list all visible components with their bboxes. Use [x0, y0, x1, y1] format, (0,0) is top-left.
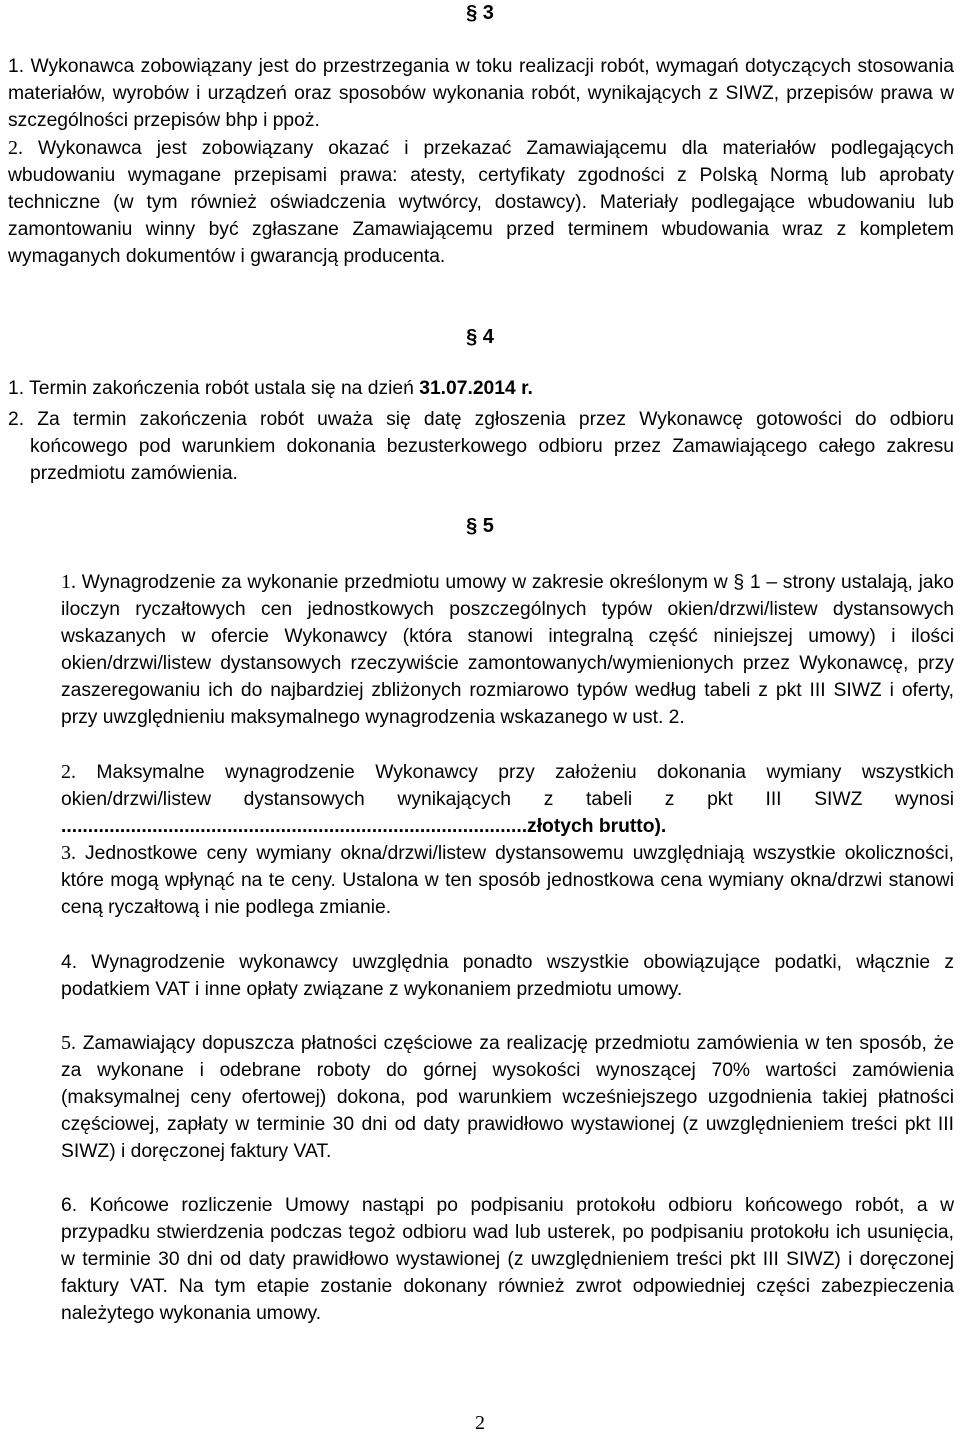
maximum-remuneration-amount: .......................................................................................złotych brutto).: [61, 816, 667, 838]
section-3-paragraph-1: [8, 54, 954, 135]
section-5-paragraph-1: [61, 569, 954, 732]
section-5-paragraph-2: [61, 759, 954, 840]
section-5-paragraph-5: [61, 1030, 954, 1165]
section-5-paragraph-4-text: 4. Wynagrodzenie wykonawcy uwzględnia ponadto wszystkie obowiązujące podatki, włącznie z podatkiem VAT i inne opłaty związane z wykonaniem przedmiotu umowy.: [61, 952, 954, 1001]
section-5-paragraph-4: [61, 949, 954, 1003]
section-4-heading: § 4: [466, 326, 494, 348]
section-3-paragraph-2-number: 2.: [8, 137, 23, 159]
section-3-paragraph-2: [8, 135, 954, 271]
section-5-heading: § 5: [466, 515, 494, 537]
section-4-paragraph-1: [8, 376, 954, 403]
section-5-paragraph-5-number: 5.: [61, 1032, 76, 1054]
section-5-paragraph-3: [61, 840, 954, 921]
section-3-paragraph-1-text: 1. Wykonawca zobowiązany jest do przestrzegania w toku realizacji robót, wymagań dotyczących stosowania materiałów, wyrobów i urządzeń oraz sposobów wykonania robót, wynikających z SIWZ, przepisów prawa w szczególności przepisów bhp i ppoż.: [8, 56, 954, 131]
page-number: 2: [475, 1412, 485, 1434]
section-4-paragraph-2-text: Za termin zakończenia robót uważa się datę zgłoszenia przez Wykonawcę gotowości do odbioru końcowego pod warunkiem dokonania bezusterkowego odbioru przez Zamawiającego całego zakresu przedmiotu zamówienia.: [24, 409, 954, 484]
completion-date: 31.07.2014 r.: [419, 378, 533, 399]
section-3-paragraph-2-text: Wykonawca jest zobowiązany okazać i przekazać Zamawiającemu dla materiałów podlegających wbudowaniu wymagane przepisami prawa: atesty, certyfikaty zgodności z Polską Normą lub aprobaty techniczne (w tym również oświadczenia wytwórcy, dostawcy). Materiały podlegające wbudowaniu lub zamontowaniu winny być zgłaszane Zamawiającemu przed terminem wbudowania wraz z kompletem wymaganych dokumentów i gwarancją producenta.: [8, 138, 954, 267]
section-4-paragraph-2-number: 2.: [8, 409, 25, 430]
section-5-paragraph-6-text: 6. Końcowe rozliczenie Umowy nastąpi po podpisaniu protokołu odbioru końcowego robót, a w przypadku stwierdzenia podczas tegoż odbioru wad lub usterek, po podpisaniu protokołu ich usunięcia, w terminie 30 dni od daty prawidłowo wystawionej (z uwzględnieniem treści pkt III SIWZ) i doręczonej faktury VAT. Na tym etapie zostanie dokonany również zwrot odpowiedniej części zabezpieczenia należytego wykonania umowy.: [61, 1195, 954, 1325]
section-5-paragraph-5-text: Zamawiający dopuszcza płatności częściowe za realizację przedmiotu zamówienia w ten sposób, że za wykonane i odebrane roboty do górnej wysokości wynoszącej 70% wartości zamówienia (maksymalnej ceny ofertowej) dokona, pod warunkiem wcześniejszego uzgodnienia takiej płatności częściowej, zapłaty w terminie 30 dni od daty prawidłowo wystawionej (z uwzględnieniem treści pkt III SIWZ) i doręczonej faktury VAT.: [61, 1033, 954, 1163]
section-4-paragraph-1-text: 1. Termin zakończenia robót ustala się na dzień: [8, 378, 420, 399]
section-5-paragraph-3-text: Jednostkowe ceny wymiany okna/drzwi/listew dystansowemu uwzględniają wszystkie okoliczności, które mogą wpłynąć na te ceny. Ustalona w ten sposób jednostkowa cena wymiany okna/drzwi stanowi ceną ryczałtową i nie podlega zmianie.: [61, 843, 954, 919]
section-5-paragraph-1-number: 1.: [61, 571, 76, 593]
section-5-paragraph-1-text: Wynagrodzenie za wykonanie przedmiotu umowy w zakresie określonym w § 1 – strony ustalają, jako iloczyn ryczałtowych cen jednostkowych poszczególnych typów okien/drzwi/listew dystansowych wskazanych w ofercie Wykonawcy (która stanowi integralną część niniejszej umowy) i ilości okien/drzwi/listew dystansowych rzeczywiście zamontowanych/wymienionych przez Wykonawcę, przy zaszeregowaniu ich do najbardziej zbliżonych rozmiarowo typów według tabeli z pkt III SIWZ i oferty, przy uwzględnieniu maksymalnego wynagrodzenia wskazanego w ust. 2.: [61, 572, 954, 729]
section-4-paragraph-2: [8, 407, 954, 488]
section-5-paragraph-3-number: 3.: [61, 842, 76, 864]
section-3-heading: § 3: [466, 2, 494, 24]
section-5-paragraph-2-number: 2.: [61, 761, 76, 783]
section-5-paragraph-6: [61, 1192, 954, 1327]
section-5-paragraph-2-text: Maksymalne wynagrodzenie Wykonawcy przy założeniu dokonania wymiany wszystkich okien/drzwi/listew dystansowych wynikających z tabeli z pkt III SIWZ wynosi: [61, 762, 954, 811]
